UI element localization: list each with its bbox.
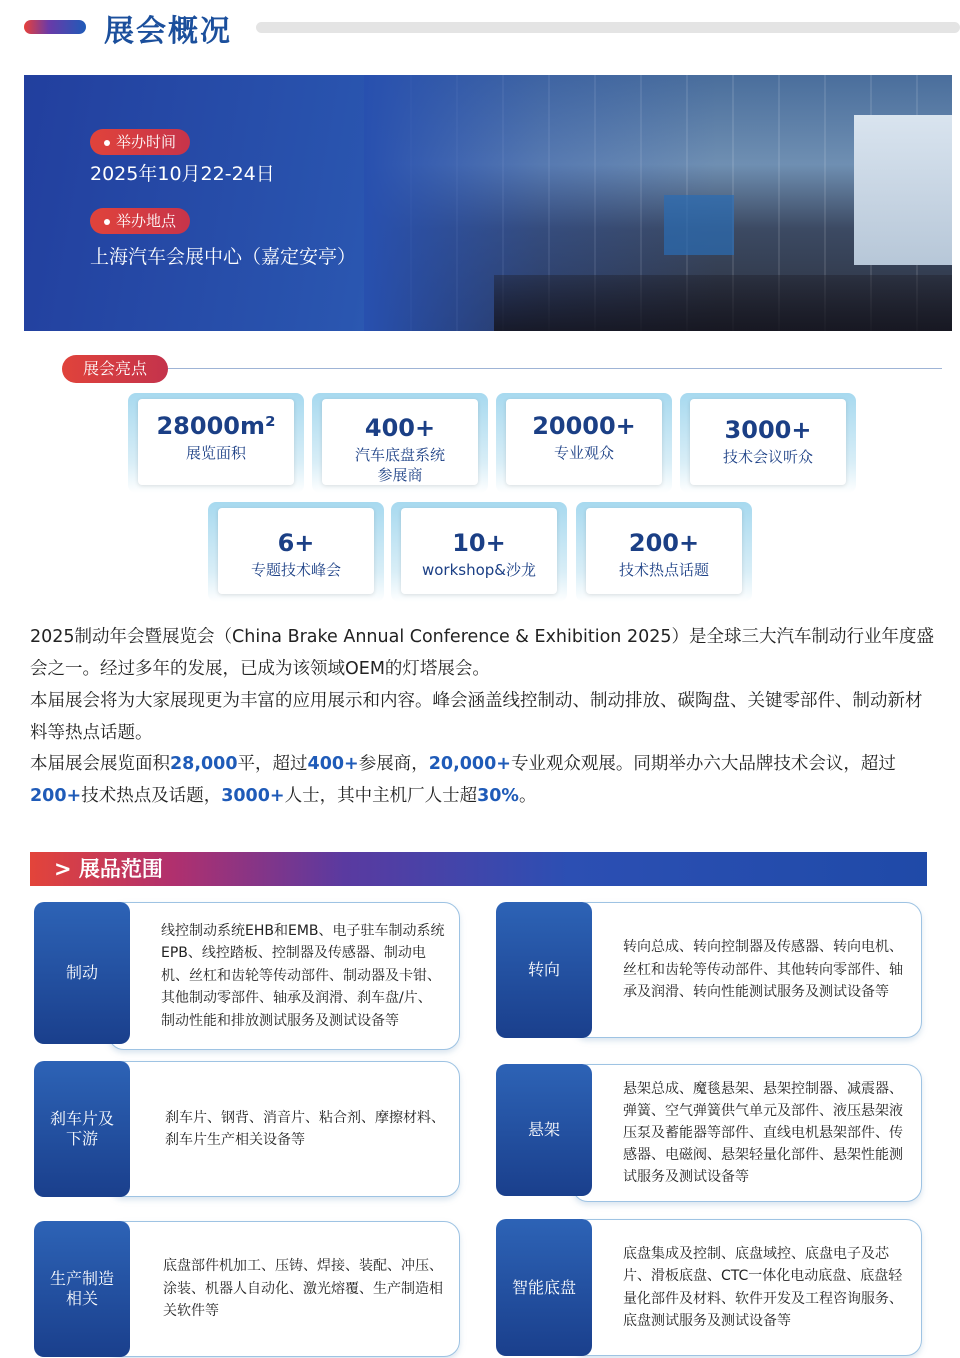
category-brake-pads (34, 1061, 460, 1211)
event-venue: 上海汽车会展中心（嘉定安亭） (90, 246, 357, 268)
stat-card (576, 502, 752, 602)
highlights-label-pill: 展会亮点 (62, 355, 168, 383)
category-name: 生产制造 相关 (34, 1221, 130, 1357)
crowd-graphic (494, 275, 952, 331)
time-label-pill: 举办时间 (90, 129, 190, 155)
stat-card (391, 502, 567, 602)
category-description: 线控制动系统EHB和EMB、电子驻车制动系统EPB、线控踏板、控制器及传感器、制动电机、丝杠和齿轮等传动部件、制动器及卡钳、其他制动零部件、轴承及润滑、刹车盘/片、制动性能和排放测试服务及测试设备等 (108, 902, 460, 1050)
stat-label: 展览面积 (185, 444, 246, 462)
stat-card (680, 393, 856, 493)
category-description: 刹车片、钢背、消音片、粘合剂、摩擦材料、刹车片生产相关设备等 (108, 1061, 460, 1197)
category-name: 悬架 (496, 1064, 592, 1196)
stat-label: 技术会议听众 (722, 448, 813, 466)
stat-number: 6+ (277, 529, 315, 557)
intro-paragraph-2: 本届展会将为大家展现更为丰富的应用展示和内容。峰会涵盖线控制动、制动排放、碳陶盘、关键零部件、制动新材料等热点话题。 (30, 691, 923, 743)
category-name: 转向 (496, 902, 592, 1038)
stat-label: 技术热点话题 (618, 561, 709, 579)
page-title: 展会概况 (104, 14, 232, 49)
category-manufacturing (34, 1221, 460, 1357)
stat-label: 专题技术峰会 (250, 561, 341, 579)
category-braking (34, 902, 460, 1050)
stat-number: 28000m² (156, 412, 276, 440)
stat-number: 3000+ (724, 416, 812, 444)
stat-number: 10+ (452, 529, 506, 557)
category-description: 悬架总成、魔毯悬架、悬架控制器、减震器、弹簧、空气弹簧供气单元及部件、液压悬架液压泵及蓄能器等部件、直线电机悬架部件、传感器、电磁阀、悬架轻量化部件、悬架性能测试服务及测试设备等 (572, 1064, 922, 1202)
stat-card (128, 393, 304, 493)
header-accent-bar (24, 20, 86, 34)
stat-label: workshop&沙龙 (421, 561, 537, 579)
stat-number: 400+ (364, 414, 436, 442)
category-description: 底盘部件机加工、压铸、焊接、装配、冲压、涂装、机器人自动化、激光熔覆、生产制造相关软件等 (108, 1221, 460, 1357)
category-name: 智能底盘 (496, 1219, 592, 1356)
bullet-dot-icon (104, 219, 110, 225)
category-name: 制动 (34, 902, 130, 1044)
highlights-divider (168, 368, 942, 369)
stat-number: 200+ (628, 529, 700, 557)
stat-card (208, 502, 384, 602)
category-description: 底盘集成及控制、底盘域控、底盘电子及芯片、滑板底盘、CTC一体化电动底盘、底盘轻量化部件及材料、软件开发及工程咨询服务、底盘测试服务及测试设备等 (572, 1219, 922, 1356)
stat-number: 20000+ (532, 412, 636, 440)
stat-label: 专业观众 (553, 444, 614, 462)
category-name: 刹车片及 下游 (34, 1061, 130, 1197)
booth-graphic (854, 115, 952, 265)
stat-card (496, 393, 672, 493)
category-steering (496, 902, 924, 1050)
stat-label: 汽车底盘系统 参展商 (354, 446, 445, 484)
scope-section-banner (30, 852, 927, 886)
header-divider (256, 22, 960, 33)
hero-banner (24, 75, 952, 331)
bullet-dot-icon (104, 140, 110, 146)
booth-screen-graphic (664, 195, 734, 255)
scope-title: > 展品范围 (54, 857, 163, 881)
section-header (0, 0, 960, 56)
category-intelligent-chassis (496, 1219, 924, 1358)
intro-paragraph-1: 2025制动年会暨展览会（China Brake Annual Conference & Exhibition 2025）是全球三大汽车制动行业年度盛会之一。经过多年的发展，已成为该领域OEM的灯塔展会。 (30, 627, 934, 679)
category-suspension (496, 1064, 924, 1202)
place-label-pill: 举办地点 (90, 208, 190, 234)
intro-paragraph-3: 本届展会展览面积28,000平，超过400+参展商，20,000+专业观众观展。同期举办六大品牌技术会议，超过200+技术热点及话题，3000+人士，其中主机厂人士超30%。 (30, 754, 896, 806)
event-date: 2025年10月22-24日 (90, 163, 275, 185)
stat-card (312, 393, 488, 493)
category-description: 转向总成、转向控制器及传感器、转向电机、丝杠和齿轮等传动部件、其他转向零部件、轴承及润滑、转向性能测试服务及测试设备等 (572, 902, 922, 1038)
